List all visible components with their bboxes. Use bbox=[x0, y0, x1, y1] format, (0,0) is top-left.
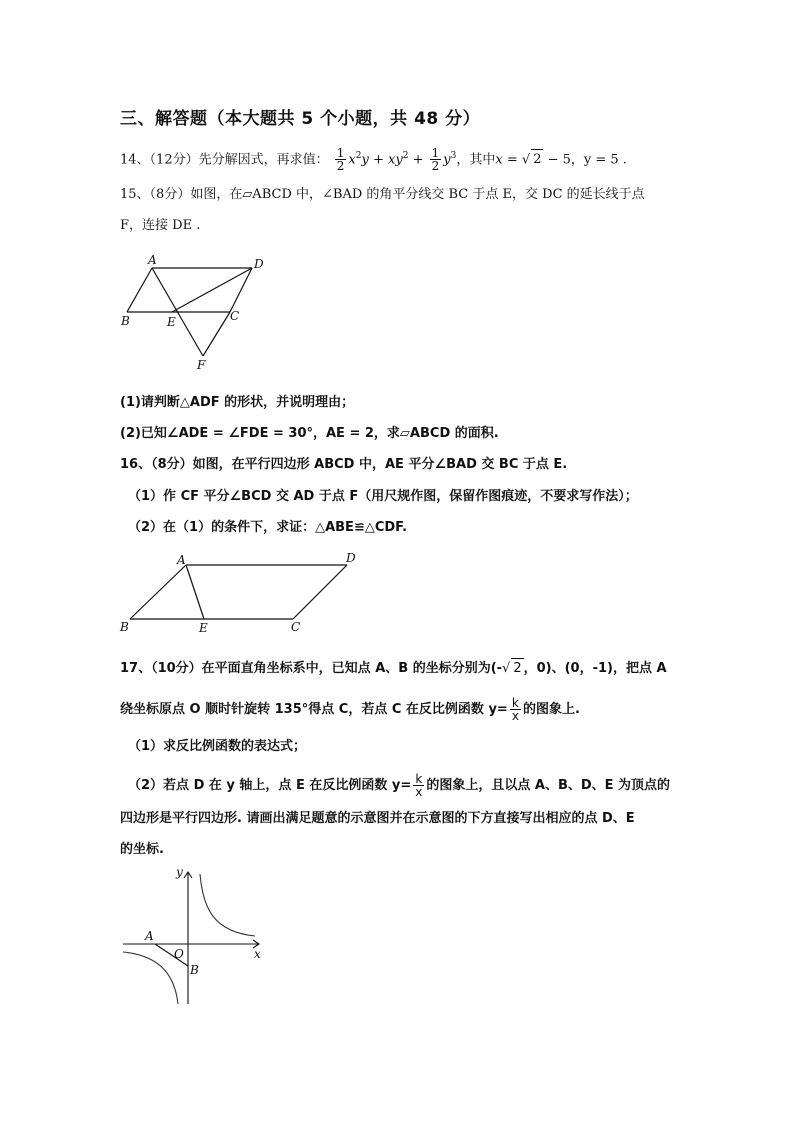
q17-label-a: A bbox=[145, 929, 154, 943]
q17-fraction-k-x-2: $\frac{k}{x}$ bbox=[415, 772, 423, 799]
q17-fraction-k-x: $\frac{k}{x}$ bbox=[511, 696, 519, 723]
q16-line-1: 16、（8分）如图，在平行四边形 ABCD 中，AE 平分∠BAD 交 BC 于点 E. bbox=[120, 457, 568, 472]
q15-label-d: D bbox=[254, 257, 264, 271]
q15-label-f: F bbox=[197, 358, 206, 372]
q15-part-1: (1)请判断△ADF 的形状，并说明理由； bbox=[120, 395, 355, 410]
q14-fraction-2: $\frac{1}{2}$ bbox=[431, 146, 440, 174]
q17-label-o: O bbox=[174, 947, 184, 961]
q16-part-1: （1）作 CF 平分∠BCD 交 AD 于点 F（用尺规作图，保留作图痕迹，不要求写作法）； bbox=[128, 489, 638, 504]
q15-label-c: C bbox=[230, 309, 240, 323]
q17-label-b: B bbox=[190, 963, 199, 977]
q16-part-2: （2）在（1）的条件下，求证：△ABE≌△CDF. bbox=[128, 520, 408, 535]
q17-coordinate-figure bbox=[115, 862, 275, 1012]
q15-figure bbox=[115, 252, 285, 377]
q15-line-1: 15、（8分）如图，在▱ABCD 中，∠BAD 的角平分线交 BC 于点 E，交 DC 的延长线于点 bbox=[120, 187, 645, 202]
q17-part-2: （2）若点 D 在 y 轴上，点 E 在反比例函数 y= $\frac{k}{x}$ 的图象上，且以点 A、B、D、E 为顶点的 bbox=[128, 772, 671, 799]
q14-text: 先分解因式，再求值： bbox=[198, 152, 329, 168]
q17-line-4: 四边形是平行四边形. 请画出满足题意的示意图并在示意图的下方直接写出相应的点 D、E bbox=[120, 811, 635, 826]
q15-part-2: (2)已知∠ADE = ∠FDE = 30°，AE = 2，求▱ABCD 的面积. bbox=[120, 426, 499, 441]
section-title: 三、解答题（本大题共 5 个小题，共 48 分） bbox=[120, 109, 481, 129]
q14-fraction-1: $\frac{1}{2}$ bbox=[336, 146, 345, 174]
question-14: 14、（12分）先分解因式，再求值： $\frac{1}{2}$ $x^2y + xy^2$ + $\frac{1}{2}$ $y^3$，其中x = √ 2 − 5，y = 5 . bbox=[120, 146, 627, 174]
q17-line-5: 的坐标. bbox=[120, 842, 164, 857]
q17-label-x: x bbox=[254, 947, 261, 961]
q16-label-b: B bbox=[120, 620, 129, 634]
q15-line-2: F，连接 DE . bbox=[120, 218, 201, 233]
q16-label-d: D bbox=[346, 551, 356, 565]
q17-label-y: y bbox=[176, 865, 183, 879]
q16-figure bbox=[115, 548, 365, 640]
q15-label-b: B bbox=[121, 314, 130, 328]
q14-number: 14、（12分） bbox=[120, 152, 199, 168]
q17-part-1: （1）求反比例函数的表达式； bbox=[128, 739, 307, 754]
q15-label-e: E bbox=[167, 315, 176, 329]
q16-label-e: E bbox=[199, 621, 208, 635]
q15-label-a: A bbox=[148, 253, 157, 267]
q16-label-c: C bbox=[291, 620, 301, 634]
q17-line-1: 17、（10分）在平面直角坐标系中，已知点 A、B 的坐标分别为(-√ 2 ，0)、(0，-1)，把点 A bbox=[120, 658, 667, 679]
q17-line-2: 绕坐标原点 O 顺时针旋转 135°得点 C，若点 C 在反比例函数 y= $\frac{k}{x}$ 的图象上. bbox=[120, 696, 580, 723]
q16-label-a: A bbox=[177, 553, 186, 567]
